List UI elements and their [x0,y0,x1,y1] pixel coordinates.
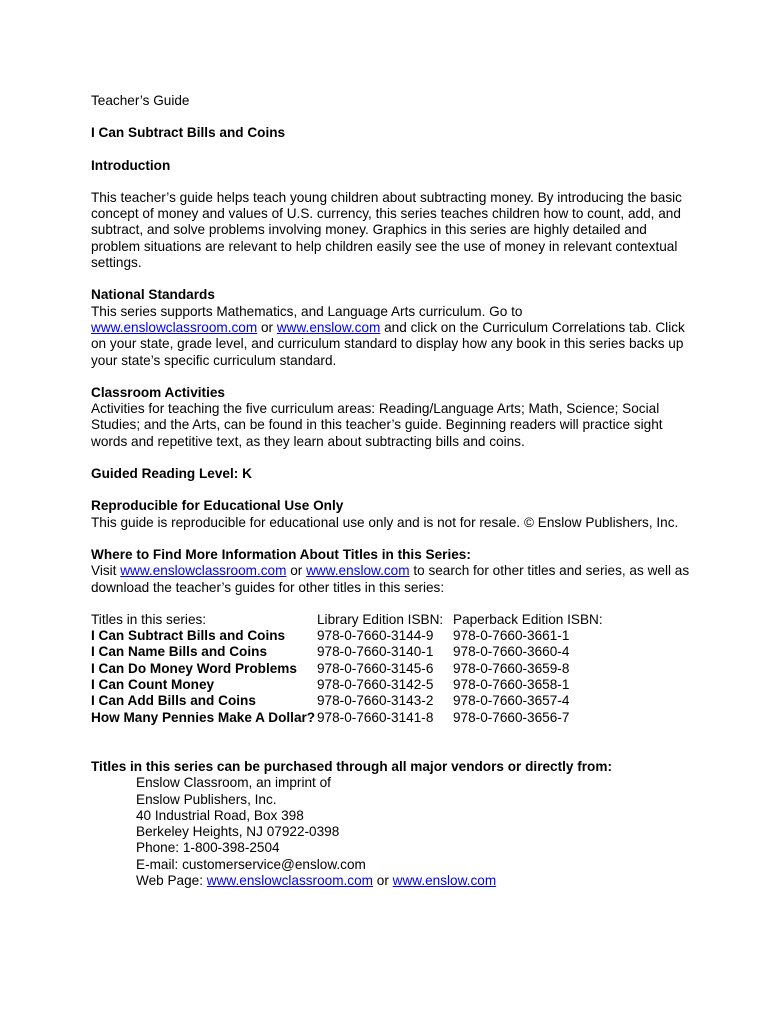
web-page-label: Web Page: [136,872,207,888]
intro-text: This teacher’s guide helps teach young children about subtracting money. By introducing the basic concept of money and values of U.S. currency, this series teaches children how to count, add, and subtract, and solve problems involving money. Graphics in this series are highly detailed and problem situations are relevant to help children easily see the use of money in relevant contextual settings. [91,189,682,271]
paperback-isbn: 978-0-7660-3660-4 [453,644,570,660]
standards-or: or [257,319,277,335]
publisher-address [136,775,691,889]
table-row [91,644,603,660]
paperback-isbn: 978-0-7660-3657-4 [453,693,570,709]
intro-heading: Introduction [91,157,171,173]
paperback-isbn: 978-0-7660-3659-8 [453,660,570,676]
book-title: How Many Pennies Make A Dollar? [91,709,316,725]
more-info-text-before: Visit [91,563,121,579]
enslow-link[interactable]: www.enslow.com [276,319,381,335]
address-line: Enslow Classroom, an imprint of [136,775,331,791]
paperback-isbn: 978-0-7660-3661-1 [453,628,570,644]
reproducible-heading: Reproducible for Educational Use Only [91,498,344,514]
enslowclassroom-link[interactable]: www.enslowclassroom.com [206,872,373,888]
book-title: I Can Add Bills and Coins [91,693,256,709]
more-info-heading: Where to Find More Information About Titles in this Series: [91,546,471,562]
enslow-link[interactable]: www.enslow.com [392,872,497,888]
more-info-section [91,547,691,596]
activities-heading: Classroom Activities [91,384,225,400]
email-line: E-mail: customerservice@enslow.com [136,856,366,872]
paperback-isbn: 978-0-7660-3656-7 [453,709,570,725]
book-title: I Can Subtract Bills and Coins [91,628,286,644]
titles-column-header: Titles in this series: [91,611,207,627]
standards-section [91,287,691,368]
table-row [91,661,603,677]
table-row [91,693,603,709]
table-row [91,628,603,644]
titles-table [91,612,603,726]
book-title: I Can Count Money [91,677,215,693]
library-isbn: 978-0-7660-3145-6 [317,660,434,676]
phone-line: Phone: 1-800-398-2504 [136,840,280,856]
enslowclassroom-link[interactable]: www.enslowclassroom.com [120,563,287,579]
library-isbn: 978-0-7660-3143-2 [317,693,434,709]
document-title: I Can Subtract Bills and Coins [91,125,286,141]
reproducible-text: This guide is reproducible for educational use only and is not for resale. © Enslow Publishers, Inc. [91,514,679,530]
standards-text [91,304,691,369]
web-page-or: or [373,872,393,888]
enslow-link[interactable]: www.enslow.com [306,563,410,579]
titles-table-header [91,612,603,628]
standards-heading: National Standards [91,287,215,303]
book-title: I Can Do Money Word Problems [91,660,297,676]
document-page [91,93,691,889]
more-info-or: or [286,563,307,579]
table-row [91,710,603,726]
standards-text-before: This series supports Mathematics, and Language Arts curriculum. Go to [91,303,523,319]
purchase-heading: Titles in this series can be purchased through all major vendors or directly from: [91,758,612,774]
more-info-text-after: to search for other titles and series, as well as download the teacher’s guides for other titles in this series: [91,563,690,595]
activities-text: Activities for teaching the five curriculum areas: Reading/Language Arts; Math, Science; Social Studies; and the Arts, can be found in this teacher’s guide. Beginning readers will practice sight words and repetitive text, as they learn about subtracting bills and coins. [91,401,663,449]
address-line: Enslow Publishers, Inc. [136,791,277,807]
reproducible-section [91,498,691,531]
paperback-isbn: 978-0-7660-3658-1 [453,677,570,693]
library-isbn-column-header: Library Edition ISBN: [317,611,444,627]
address-line: 40 Industrial Road, Box 398 [136,807,304,823]
more-info-text [91,563,691,596]
web-page-line [136,873,691,889]
table-row [91,677,603,693]
library-isbn: 978-0-7660-3144-9 [317,628,434,644]
enslowclassroom-link[interactable]: www.enslowclassroom.com [91,319,258,335]
library-isbn: 978-0-7660-3142-5 [317,677,434,693]
library-isbn: 978-0-7660-3141-8 [317,709,434,725]
activities-section [91,385,691,450]
standards-text-after: and click on the Curriculum Correlations tab. Click on your state, grade level, and curriculum standard to display how any book in this series backs up your state’s specific curriculum standard. [91,319,685,368]
address-line: Berkeley Heights, NJ 07922-0398 [136,824,340,840]
book-title: I Can Name Bills and Coins [91,644,268,660]
paperback-isbn-column-header: Paperback Edition ISBN: [453,611,603,627]
header-label: Teacher’s Guide [91,93,190,108]
library-isbn: 978-0-7660-3140-1 [317,644,434,660]
purchase-section [91,759,691,889]
reading-level: Guided Reading Level: K [91,466,252,482]
